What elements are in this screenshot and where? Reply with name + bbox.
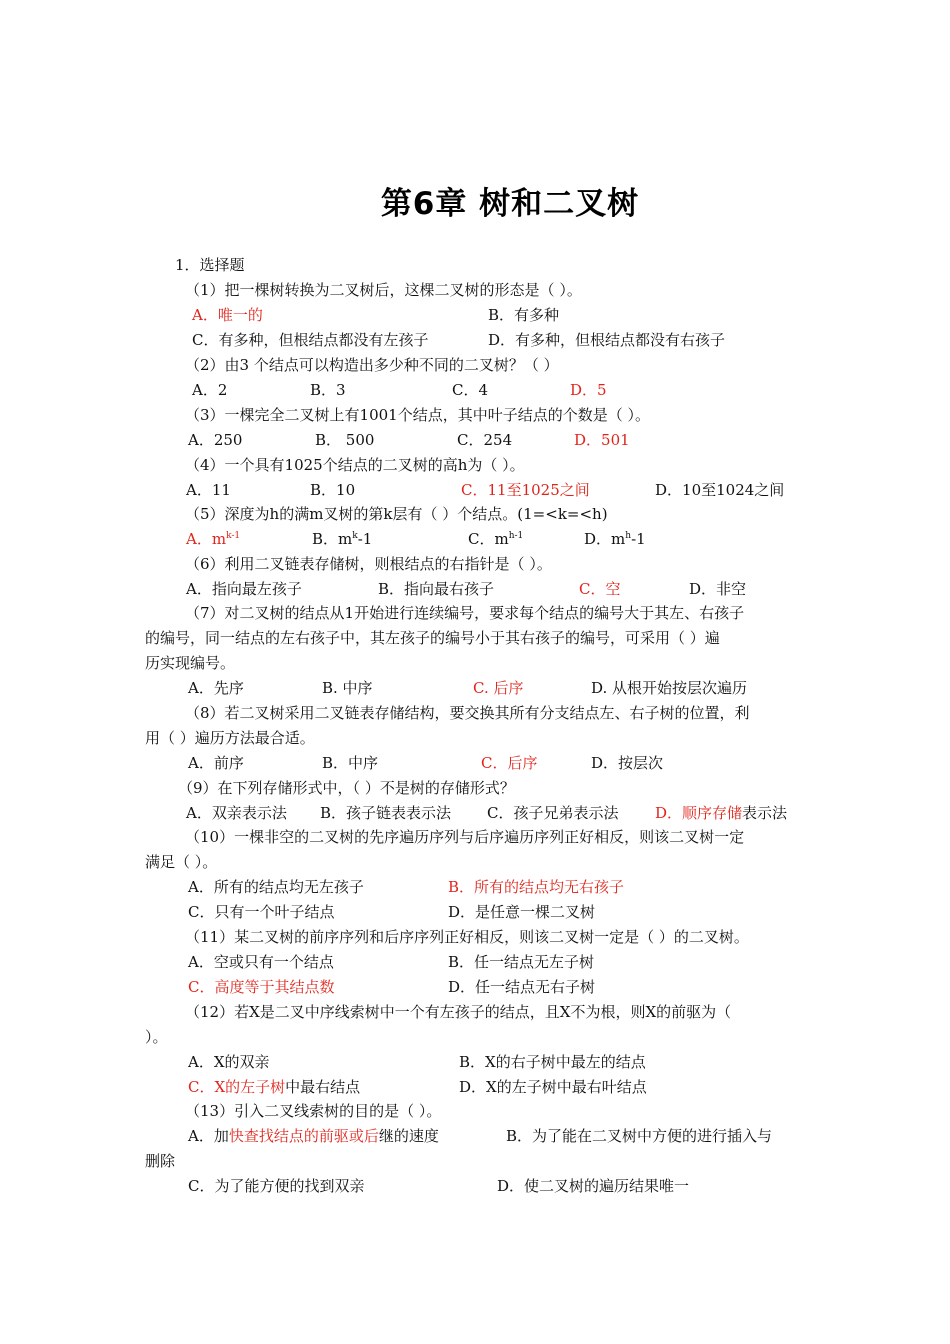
q5-option-c-base: C．m [468,530,509,548]
q6-option-c: C．空 [579,580,621,598]
q11-option-b: B．任一结点无左子树 [448,953,595,971]
q8-option-c: C．后序 [481,754,538,772]
q8-stem-line2: 用（ ）遍历方法最合适。 [145,729,315,747]
q5-option-b-tail: -1 [357,530,373,548]
q5-option-b [312,529,372,549]
q11-option-a: A．空或只有一个结点 [188,953,334,971]
section-heading: 1．选择题 [175,256,245,274]
q12-stem-line1: （12）若X是二叉中序线索树中一个有左孩子的结点，且X不为根，则X的前驱为（ [185,1003,732,1021]
q9-option-a: A．双亲表示法 [186,804,287,822]
page-title: 第6章 树和二叉树 [380,186,640,222]
q13-option-a-pre: A．加 [188,1127,229,1145]
q5-option-d [584,529,646,549]
q7-stem-line3: 历实现编号。 [145,654,236,672]
q8-option-a: A．前序 [188,754,244,772]
q5-option-d-base: D．m [584,530,626,548]
q4-stem: （4）一个具有1025个结点的二叉树的高h为（ ）。 [185,456,525,474]
q10-option-d: D．是任意一棵二叉树 [448,903,596,921]
q6-option-a: A．指向最左孩子 [186,580,302,598]
q11-option-c: C．高度等于其结点数 [188,978,335,996]
q13-option-a-post: 继的速度 [378,1127,439,1145]
q13-option-d: D．使二叉树的遍历结果唯一 [497,1177,690,1195]
q4-option-d: D．10至1024之间 [655,481,785,499]
q3-option-c: C．254 [457,431,513,449]
q12-option-b: B．X的右子树中最左的结点 [459,1053,646,1071]
q9-option-b: B．孩子链表表示法 [320,804,452,822]
q5-option-c [468,529,523,549]
q12-option-c-answer: C．X的左子树 [188,1078,286,1096]
q10-stem-line2: 满足（ ）。 [145,853,218,871]
q5-stem: （5）深度为h的满m叉树的第k层有（ ）个结点。(1=<k=<h) [185,505,608,523]
q12-option-d: D．X的左子树中最右叶结点 [459,1078,647,1096]
q2-stem: （2）由3 个结点可以构造出多少种不同的二叉树？（ ） [185,356,559,374]
q10-option-c: C．只有一个叶子结点 [188,903,335,921]
q3-option-d: D．501 [574,431,630,449]
q12-option-c [188,1077,360,1097]
q7-option-a: A．先序 [188,679,244,697]
q1-option-b: B．有多种 [488,306,560,324]
q6-option-d: D．非空 [689,580,747,598]
q1-option-c: C．有多种，但根结点都没有左孩子 [192,331,429,349]
q1-option-a: A．唯一的 [192,306,263,324]
q7-option-c: C. 后序 [473,679,524,697]
q6-option-b: B．指向最右孩子 [378,580,495,598]
q12-option-a: A．X的双亲 [188,1053,270,1071]
q4-option-b: B．10 [310,481,356,499]
q10-stem-line1: （10）一棵非空的二叉树的先序遍历序列与后序遍历序列正好相反，则该二叉树一定 [185,828,745,846]
q13-option-c: C．为了能方便的找到双亲 [188,1177,365,1195]
q9-option-d-rest: 表示法 [742,804,788,822]
q9-stem: （9）在下列存储形式中，（ ）不是树的存储形式？ [178,779,515,797]
q5-option-d-exp: h [625,531,632,541]
q13-option-a-answer: 快查找结点的前驱或后 [228,1127,379,1145]
q9-option-d [655,803,787,823]
q8-option-b: B．中序 [322,754,379,772]
q7-stem-line2: 的编号，同一结点的左右孩子中，其左孩子的编号小于其右孩子的编号，可采用（ ）遍 [145,629,720,647]
q4-option-a: A．11 [186,481,231,499]
q7-option-b: B. 中序 [322,679,373,697]
q10-option-b: B．所有的结点均无右孩子 [448,878,625,896]
q13-option-b: B．为了能在二叉树中方便的进行插入与 [506,1127,773,1145]
q9-option-c: C．孩子兄弟表示法 [487,804,619,822]
q13-option-b-continued: 删除 [145,1152,176,1170]
q5-option-a-base: A．m [186,530,227,548]
q3-option-a: A．250 [188,431,243,449]
q12-stem-line2: ）。 [145,1028,168,1046]
q5-option-d-tail: -1 [631,530,646,548]
q8-option-d: D．按层次 [591,754,664,772]
q3-stem: （3）一棵完全二叉树上有1001个结点，其中叶子结点的个数是（ ）。 [185,406,650,424]
q5-option-b-exp: k [352,531,358,541]
q11-stem: （11）某二叉树的前序序列和后序序列正好相反，则该二叉树一定是（ ）的二叉树。 [185,928,749,946]
q10-option-a: A．所有的结点均无左孩子 [188,878,364,896]
q5-option-a [186,529,240,549]
q1-option-d: D．有多种，但根结点都没有右孩子 [488,331,726,349]
q7-stem-line1: （7）对二叉树的结点从1开始进行连续编号，要求每个结点的编号大于其左、右孩子 [185,604,745,622]
q6-stem: （6）利用二叉链表存储树，则根结点的右指针是（ ）。 [185,555,552,573]
q2-option-c: C．4 [452,381,489,399]
q2-option-d: D．5 [570,381,607,399]
q11-option-d: D．任一结点无右子树 [448,978,596,996]
q13-stem: （13）引入二叉线索树的目的是（ ）。 [185,1102,442,1120]
q12-option-c-rest: 中最右结点 [285,1078,361,1096]
q2-option-a: A．2 [192,381,228,399]
q5-option-a-exp: k-1 [226,531,241,541]
q4-option-c: C．11至1025之间 [461,481,590,499]
q7-option-d: D. 从根开始按层次遍历 [591,679,748,697]
q3-option-b: B． 500 [315,431,375,449]
q13-option-a [188,1126,439,1146]
q1-stem: （1）把一棵树转换为二叉树后，这棵二叉树的形态是（ ）。 [185,281,582,299]
q8-stem-line1: （8）若二叉树采用二叉链表存储结构，要交换其所有分支结点左、右子树的位置，利 [185,704,750,722]
q2-option-b: B．3 [310,381,346,399]
q9-option-d-answer: D．顺序存储 [655,804,743,822]
q5-option-c-exp: h-1 [508,531,524,541]
q5-option-b-base: B．m [312,530,353,548]
